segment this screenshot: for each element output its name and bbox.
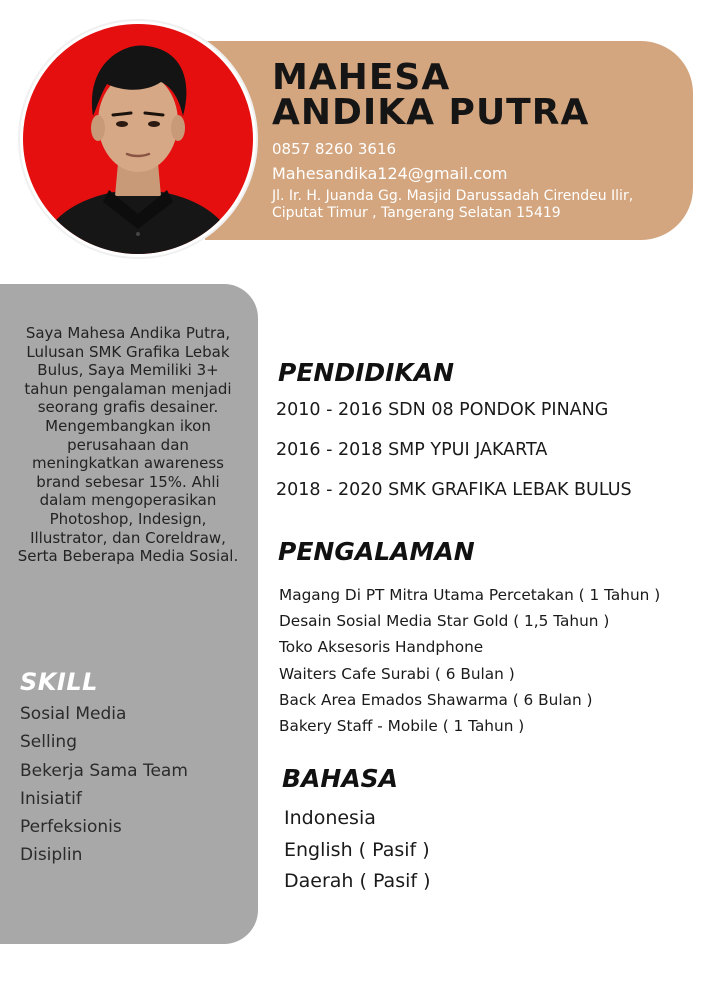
pendidikan-section-title: PENDIDIKAN — [278, 358, 455, 387]
skill-item: Bekerja Sama Team — [20, 760, 188, 781]
skill-section-title: SKILL — [20, 668, 98, 696]
experience-item: Desain Sosial Media Star Gold ( 1,5 Tahun ) — [279, 612, 610, 631]
phone-number: 0857 8260 3616 — [272, 140, 397, 158]
language-item: Daerah ( Pasif ) — [284, 870, 431, 892]
profile-summary: Saya Mahesa Andika Putra, Lulusan SMK Grafika Lebak Bulus, Saya Memiliki 3+ tahun pengalaman menjadi seorang grafis desainer. Mengembangkan ikon perusahaan dan meningkatkan awareness brand sebesar 15%. Ahli dalam mengoperasikan Photoshop, Indesign, Illustrator, dan Coreldraw, Serta Beberapa Media Sosial. — [17, 324, 239, 566]
experience-list — [279, 584, 660, 741]
experience-item: Waiters Cafe Surabi ( 6 Bulan ) — [279, 664, 515, 683]
pengalaman-section-title: PENGALAMAN — [278, 537, 475, 566]
skill-item: Inisiatif — [20, 788, 82, 809]
language-item: English ( Pasif ) — [284, 838, 430, 861]
person-silhouette-icon — [23, 24, 253, 254]
full-name-heading: MAHESA ANDIKA PUTRA — [272, 57, 590, 133]
experience-item: Toko Aksesoris Handphone — [279, 638, 484, 657]
skill-item: Perfeksionis — [20, 817, 122, 838]
skill-item: Selling — [20, 732, 77, 753]
skill-item: Disiplin — [20, 845, 83, 866]
experience-item: Back Area Emados Shawarma ( 6 Bulan ) — [279, 690, 593, 709]
education-item: 2016 - 2018 SMP YPUI JAKARTA — [276, 440, 548, 460]
email-address: Mahesandika124@gmail.com — [272, 164, 508, 183]
language-list — [284, 804, 431, 899]
education-item: 2018 - 2020 SMK GRAFIKA LEBAK BULUS — [276, 480, 632, 500]
skill-list — [20, 700, 188, 870]
skill-item: Sosial Media — [20, 704, 127, 724]
bahasa-section-title: BAHASA — [282, 764, 399, 793]
education-list — [276, 398, 632, 518]
profile-photo — [20, 21, 256, 257]
home-address: Jl. Ir. H. Juanda Gg. Masjid Darussadah Cirendeu Ilir, Ciputat Timur , Tangerang Selatan 15419 — [272, 188, 634, 221]
experience-item: Magang Di PT Mitra Utama Percetakan ( 1 Tahun ) — [279, 586, 661, 604]
education-item: 2010 - 2016 SDN 08 PONDOK PINANG — [276, 400, 609, 420]
language-item: Indonesia — [284, 807, 376, 829]
experience-item: Bakery Staff - Mobile ( 1 Tahun ) — [279, 716, 525, 735]
